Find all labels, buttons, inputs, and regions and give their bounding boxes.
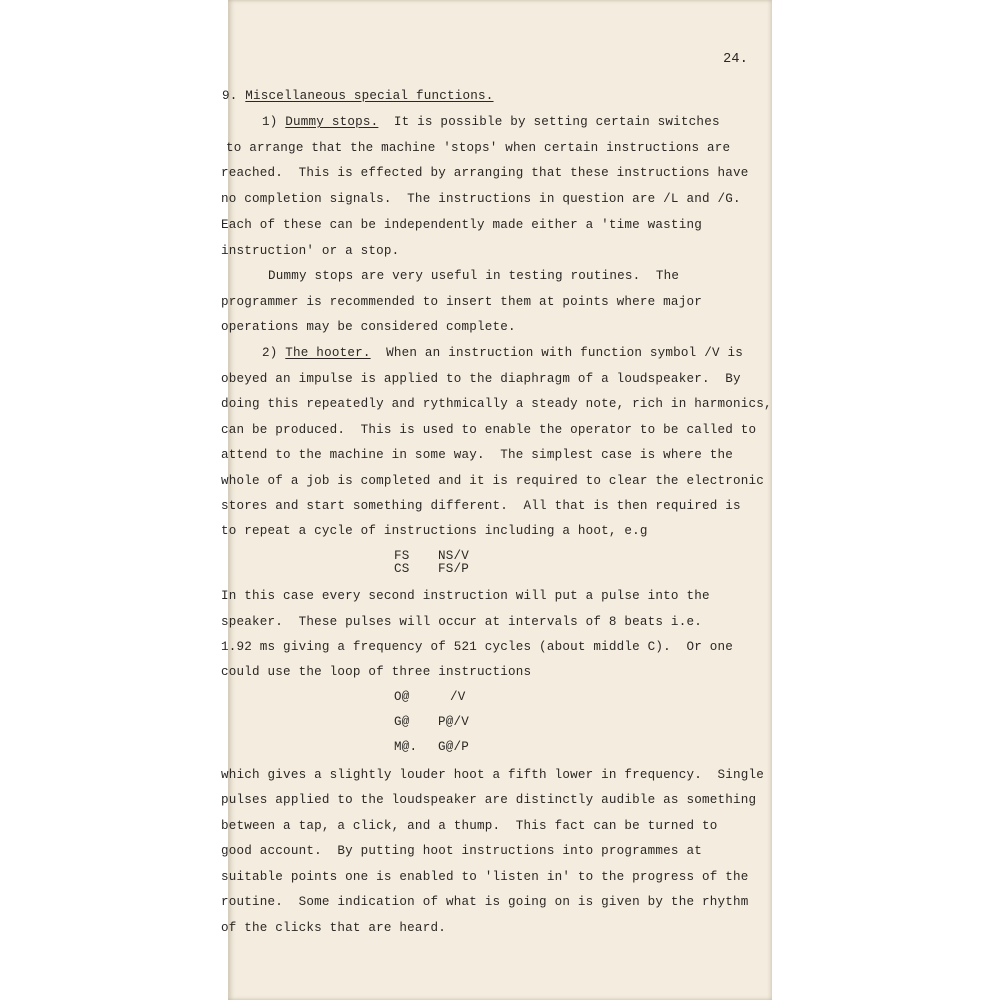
- p2-line: operations may be considered complete.: [221, 320, 516, 334]
- code-cell: NS/V: [438, 549, 470, 563]
- p3-line: doing this repeatedly and rythmically a steady note, rich in harmonics,: [221, 397, 772, 411]
- p3-heading: The hooter.: [285, 346, 371, 360]
- p3-line: When an instruction with function symbol /V is: [386, 346, 743, 360]
- p3-first-line: [262, 345, 743, 361]
- code-cell: G@/P: [438, 740, 470, 754]
- code-cell: G@: [394, 715, 410, 729]
- p2-line: programmer is recommended to insert them at points where major: [221, 295, 702, 309]
- p5-line: which gives a slightly louder hoot a fifth lower in frequency. Single: [221, 768, 765, 782]
- p5-line: routine. Some indication of what is going on is given by the rhythm: [221, 895, 749, 909]
- p1-line: no completion signals. The instructions in question are /L and /G.: [221, 192, 741, 206]
- section-heading: [222, 88, 494, 104]
- p5-line: of the clicks that are heard.: [221, 921, 446, 935]
- p3-line: whole of a job is completed and it is required to clear the electronic: [221, 474, 765, 488]
- p4-line: 1.92 ms giving a frequency of 521 cycles (about middle C). Or one: [221, 640, 733, 654]
- p1-line: to arrange that the machine 'stops' when certain instructions are: [226, 141, 731, 155]
- p5-line: between a tap, a click, and a thump. This fact can be turned to: [221, 819, 718, 833]
- p3-line: stores and start something different. All that is then required is: [221, 499, 741, 513]
- p1-line: Each of these can be independently made either a 'time wasting: [221, 218, 702, 232]
- p3-line: can be produced. This is used to enable the operator to be called to: [221, 423, 757, 437]
- typed-page: [221, 0, 772, 1000]
- p1-number: 1): [262, 115, 278, 129]
- code-cell: P@/V: [438, 715, 470, 729]
- code-cell: CS: [394, 562, 410, 576]
- p5-line: good account. By putting hoot instructions into programmes at: [221, 844, 702, 858]
- p1-heading: Dummy stops.: [285, 115, 379, 129]
- code-cell: /V: [450, 690, 466, 704]
- p1-line: reached. This is effected by arranging that these instructions have: [221, 166, 749, 180]
- p3-line: obeyed an impulse is applied to the diaphragm of a loudspeaker. By: [221, 372, 741, 386]
- p1-line: It is possible by setting certain switches: [393, 115, 720, 129]
- section-number: 9.: [222, 89, 238, 103]
- p5-line: pulses applied to the loudspeaker are distinctly audible as something: [221, 793, 757, 807]
- code-cell: O@: [394, 690, 410, 704]
- p4-line: could use the loop of three instructions: [221, 665, 532, 679]
- section-title: Miscellaneous special functions.: [245, 89, 494, 103]
- p2-line: Dummy stops are very useful in testing routines. The: [268, 269, 680, 283]
- code-cell: FS/P: [438, 562, 470, 576]
- p5-line: suitable points one is enabled to 'listen in' to the progress of the: [221, 870, 749, 884]
- code-cell: M@.: [394, 740, 418, 754]
- p3-line: attend to the machine in some way. The simplest case is where the: [221, 448, 733, 462]
- p3-number: 2): [262, 346, 278, 360]
- page-number: 24.: [723, 52, 748, 67]
- p1-line: instruction' or a stop.: [221, 244, 400, 258]
- code-cell: FS: [394, 549, 410, 563]
- p3-line: to repeat a cycle of instructions including a hoot, e.g: [221, 524, 648, 538]
- p4-line: speaker. These pulses will occur at intervals of 8 beats i.e.: [221, 615, 702, 629]
- p1-first-line: [262, 114, 720, 130]
- p4-line: In this case every second instruction will put a pulse into the: [221, 589, 710, 603]
